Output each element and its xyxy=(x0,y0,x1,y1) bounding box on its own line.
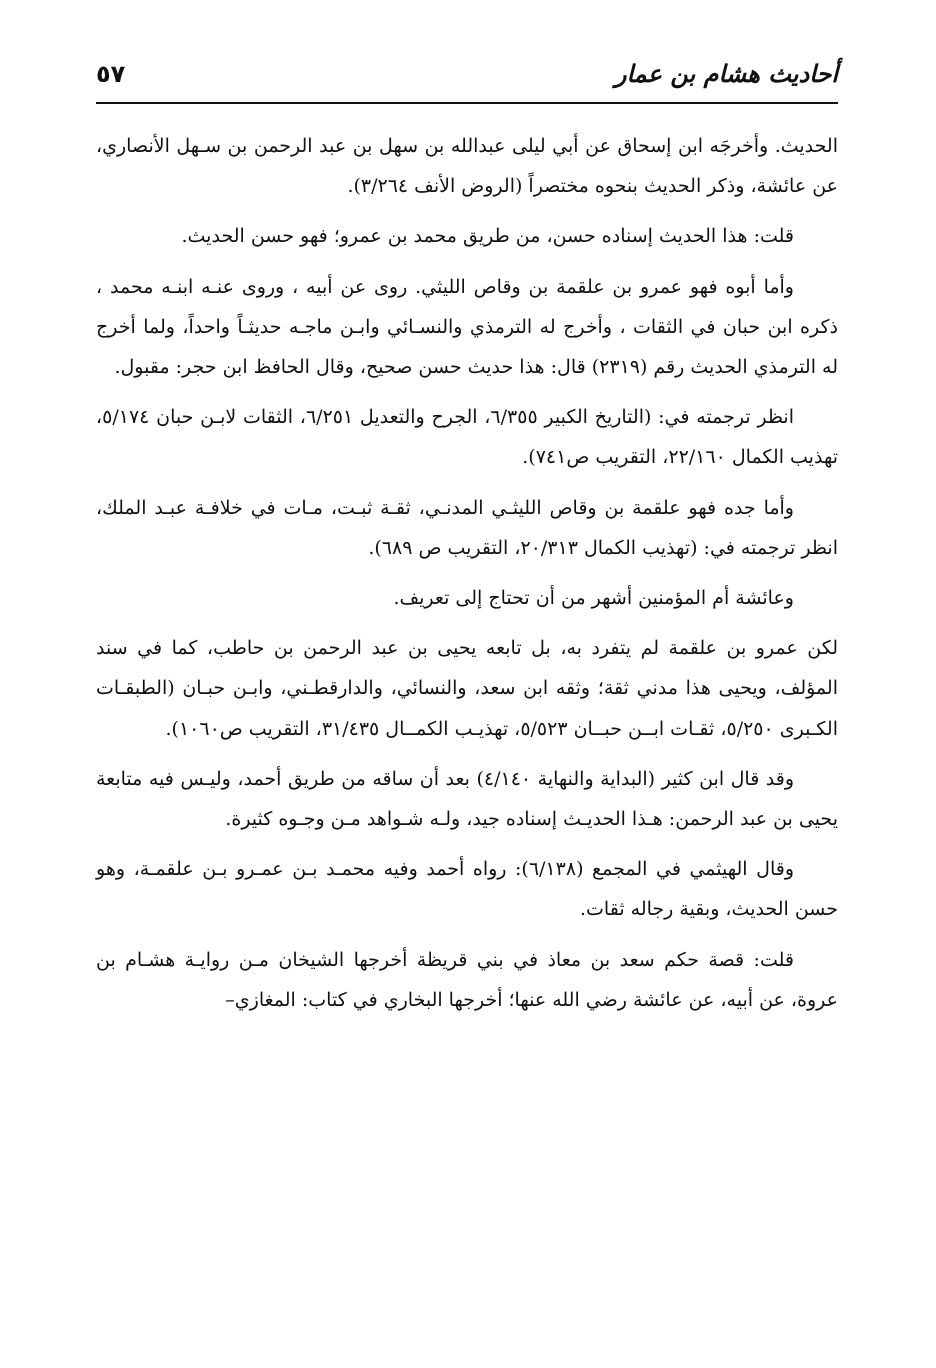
body-text xyxy=(96,126,838,1030)
paragraph: وعائشة أم المؤمنين أشهر من أن تحتاج إلى تعريف. xyxy=(393,587,794,610)
paragraph: قلت: هذا الحديث إسناده حسن، من طريق محمد بن عمرو؛ فهو حسن الحديث. xyxy=(181,225,794,248)
paragraph: الحديث. وأخرجَه ابن إسحاق عن أبي ليلى عبدالله بن سهل بن عبد الرحمن بن سـهل الأنصاري، عن عائشة، وذكر الحديث بنحوه مختصراً (الروض الأنف ٣/٢٦٤). xyxy=(96,135,838,198)
page-number: ٥٧ xyxy=(96,60,126,88)
running-header xyxy=(96,56,838,96)
header-divider xyxy=(96,102,838,104)
paragraph: وأما جده فهو علقمة بن وقاص الليثـي المدنـي، ثقـة ثبـت، مـات في خلافـة عبـد الملك، انظر ترجمته في: (تهذيب الكمال ٢٠/٣١٣، التقريب ص ٦٨٩). xyxy=(96,496,838,559)
paragraph: وأما أبوه فهو عمرو بن علقمة بن وقاص الليثي. روى عن أبيه ، وروى عنـه ابنـه محمد ، ذكره ابن حبان في الثقات ، وأخرج له الترمذي والنسـائي وابـن ماجـه حديثـاً واحداً، ولما أخرج له الترمذي الحديث رقم (٢٣١٩) قال: هذا حديث حسن صحيح، وقال الحافظ ابن حجر: مقبول. xyxy=(96,275,838,379)
paragraph: وقد قال ابن كثير (البداية والنهاية ٤/١٤٠) بعد أن ساقه من طريق أحمد، وليـس فيه متابعة يحيى بن عبد الرحمن: هـذا الحديـث إسناده جيد، ولـه شـواهد مـن وجـوه كثيرة. xyxy=(96,767,838,831)
book-title: أحاديث هشام بن عمار xyxy=(614,60,838,88)
paragraph: لكن عمرو بن علقمة لم يتفرد به، بل تابعه يحيى بن عبد الرحمن بن حاطب، كما في سند المؤلف، ويحيى هذا مدني ثقة؛ وثقه ابن سعد، والنسائي، والدارقطـني، وابـن حبـان (الطبقـات الكـبرى ٥/٢٥٠، ثقـات ابــن حبــان ٥/٥٢٣، تهذيـب الكمــال ٣١/٤٣٥، التقريب ص١٠٦٠). xyxy=(96,637,838,740)
paragraph: وقال الهيثمي في المجمع (٦/١٣٨): رواه أحمد وفيه محمـد بـن عمـرو بـن علقمـة، وهو حسن الحديث، وبقية رجاله ثقات. xyxy=(96,858,838,921)
paragraph: قلت: قصة حكم سعد بن معاذ في بني قريظة أخرجها الشيخان مـن روايـة هشـام بن عروة، عن أبيه، عن عائشة رضي الله عنها؛ أخرجها البخاري في كتاب: المغازي– xyxy=(96,948,838,1011)
paragraph: انظر ترجمته في: (التاريخ الكبير ٦/٣٥٥، الجرح والتعديل ٦/٢٥١، الثقات لابـن حبان ٥/١٧٤، تهذيب الكمال ٢٢/١٦٠، التقريب ص٧٤١). xyxy=(96,406,838,469)
